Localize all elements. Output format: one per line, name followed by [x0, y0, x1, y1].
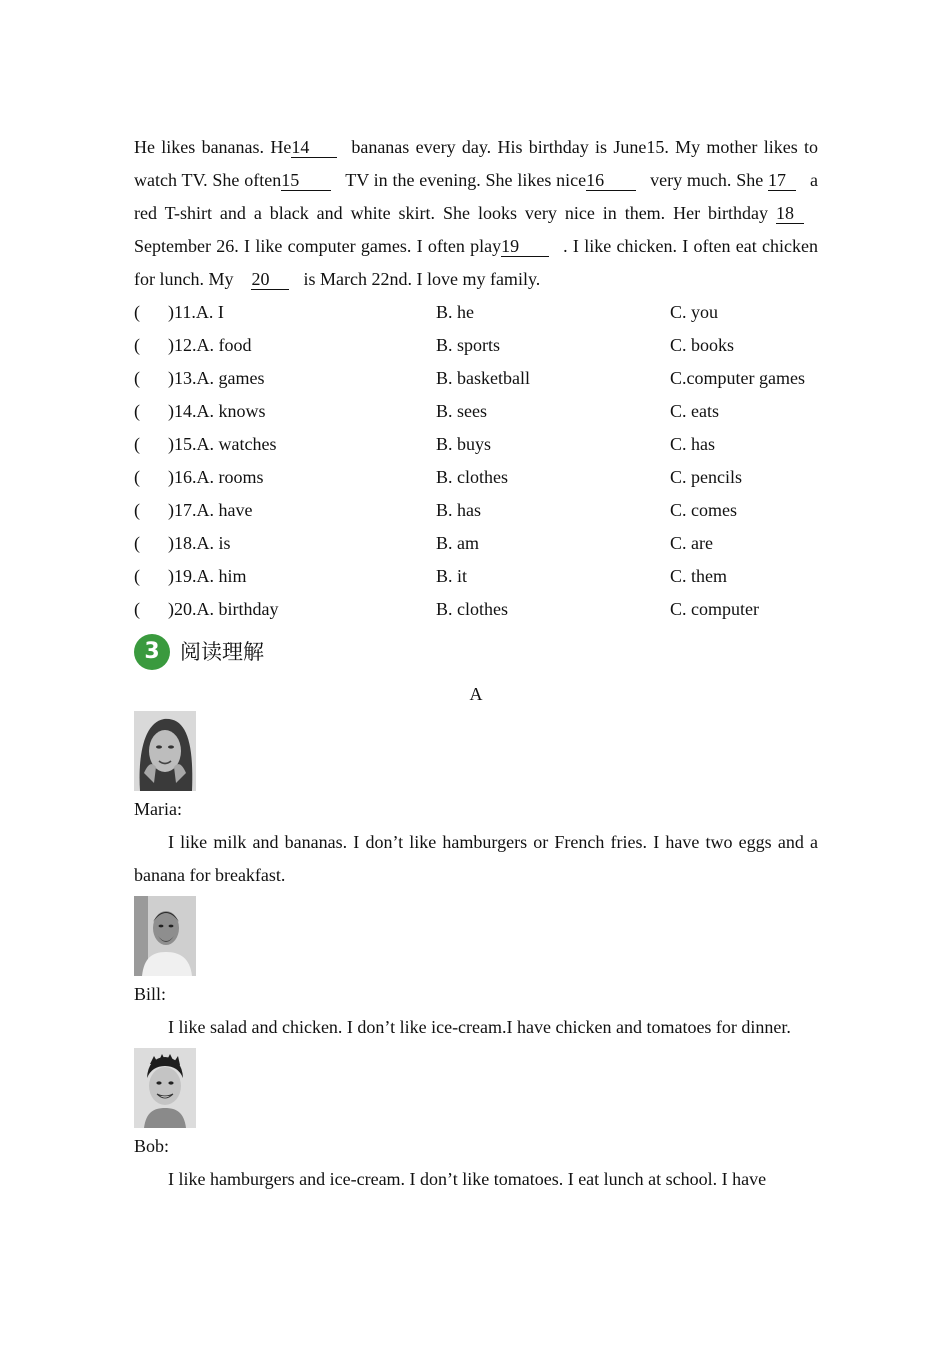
question-row [134, 296, 818, 329]
part-label: A [469, 684, 483, 704]
option-c: C. comes [670, 500, 737, 520]
option-c: C.computer games [670, 368, 805, 388]
question-row [134, 461, 818, 494]
cloze-passage [134, 131, 818, 296]
person-statement: I like hamburgers and ice-cream. I don’t like tomatoes. I eat lunch at school. I have [168, 1169, 767, 1189]
worksheet-page [134, 131, 818, 1196]
maria-photo [134, 711, 196, 791]
option-a: )20.A. birthday [168, 599, 279, 619]
answer-paren[interactable]: ( [134, 302, 140, 322]
question-row [134, 329, 818, 362]
question-row [134, 527, 818, 560]
option-b: B. sports [436, 335, 501, 355]
option-b: B. buys [436, 434, 492, 454]
answer-paren[interactable]: ( [134, 500, 140, 520]
question-row [134, 395, 818, 428]
blank-20: 20 [251, 269, 289, 290]
person-statement: I like salad and chicken. I don’t like ice-cream.I have chicken and tomatoes for dinner. [168, 1017, 791, 1037]
blank-17: 17 [768, 170, 796, 191]
option-c: C. you [670, 302, 719, 322]
person-statement: I like milk and bananas. I don’t like hamburgers or French fries. I have two eggs and a banana for breakfast. [134, 832, 818, 885]
option-b: B. sees [436, 401, 487, 421]
question-row [134, 494, 818, 527]
option-a: )18.A. is [168, 533, 231, 553]
option-b: B. it [436, 566, 468, 586]
option-c: C. computer [670, 599, 759, 619]
option-a: )11.A. I [168, 302, 224, 322]
option-b: B. he [436, 302, 474, 322]
person-name: Bob: [134, 1136, 170, 1156]
blank-16: 16 [586, 170, 636, 191]
person-name: Bill: [134, 984, 167, 1004]
answer-paren[interactable]: ( [134, 533, 140, 553]
question-row [134, 362, 818, 395]
answer-paren[interactable]: ( [134, 335, 140, 355]
answer-paren[interactable]: ( [134, 368, 140, 388]
answer-paren[interactable]: ( [134, 599, 140, 619]
blank-15: 15 [281, 170, 331, 191]
answer-paren[interactable]: ( [134, 434, 140, 454]
section-number-badge: 3 [134, 634, 170, 670]
passage-text: . I like chicken. I often eat chicken for lunch. My [134, 236, 818, 289]
option-a: )15.A. watches [168, 434, 277, 454]
passage-text: bananas every day. His birthday is June15. My mother likes to watch TV. She often [134, 137, 818, 190]
option-a: )12.A. food [168, 335, 252, 355]
passage-text: TV in the evening. She likes nice [345, 170, 587, 190]
option-a: )19.A. him [168, 566, 247, 586]
option-c: C. pencils [670, 467, 742, 487]
option-a: )13.A. games [168, 368, 265, 388]
option-a: )14.A. knows [168, 401, 266, 421]
passage-text: a red T-shirt and a black and white skirt. She looks very nice in them. Her birthday [134, 170, 819, 223]
passage-text: is March 22nd. I love my family. [303, 269, 541, 289]
question-row [134, 428, 818, 461]
question-row [134, 593, 818, 626]
option-c: C. are [670, 533, 713, 553]
option-a: )16.A. rooms [168, 467, 264, 487]
option-b: B. basketball [436, 368, 530, 388]
blank-19: 19 [501, 236, 549, 257]
option-b: B. has [436, 500, 481, 520]
question-list [134, 296, 818, 626]
passage-text: very much. She [650, 170, 764, 190]
answer-paren[interactable]: ( [134, 401, 140, 421]
section-title: 阅读理解 [180, 640, 264, 664]
blank-18: 18 [776, 203, 804, 224]
answer-paren[interactable]: ( [134, 566, 140, 586]
option-c: C. them [670, 566, 727, 586]
option-b: B. clothes [436, 599, 508, 619]
option-c: C. eats [670, 401, 719, 421]
blank-14: 14 [291, 137, 337, 158]
option-b: B. am [436, 533, 479, 553]
person-name: Maria: [134, 799, 182, 819]
section-header [134, 630, 818, 674]
passage-text: September 26. I like computer games. I often play [134, 236, 502, 256]
question-row [134, 560, 818, 593]
option-a: )17.A. have [168, 500, 253, 520]
option-c: C. books [670, 335, 735, 355]
bill-photo [134, 896, 196, 976]
answer-paren[interactable]: ( [134, 467, 140, 487]
option-b: B. clothes [436, 467, 508, 487]
bob-photo [134, 1048, 196, 1128]
passage-text: He likes bananas. He [134, 137, 292, 157]
option-c: C. has [670, 434, 715, 454]
